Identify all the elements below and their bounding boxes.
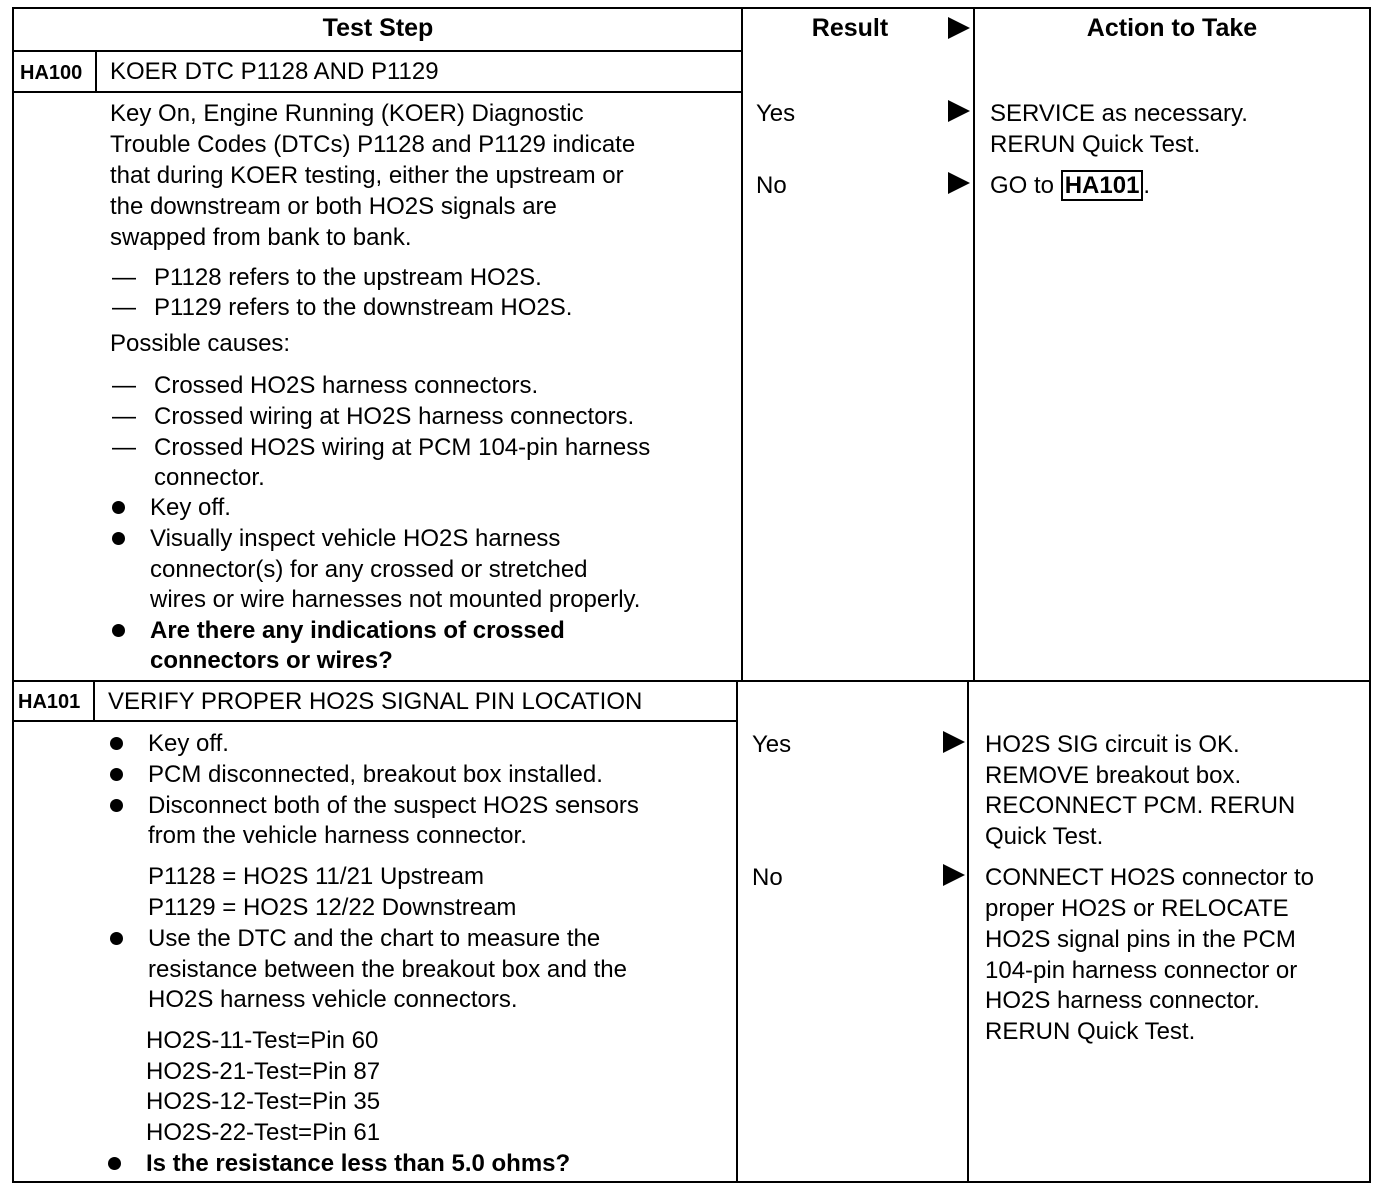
question-ha101: Is the resistance less than 5.0 ohms? (146, 1150, 571, 1177)
step-title-ha101: VERIFY PROPER HO2S SIGNAL PIN LOCATION (108, 688, 643, 715)
header-result: Result (811, 14, 889, 42)
bullet-icon (112, 532, 125, 545)
step-title-ha100: KOER DTC P1128 AND P1129 (110, 58, 439, 85)
arrow-icon (948, 172, 970, 194)
bullet-icon (110, 799, 123, 812)
arrow-icon (943, 731, 965, 753)
bullet-icon (112, 501, 125, 514)
header-action: Action to Take (1086, 14, 1258, 42)
action-yes-ha100-line1: SERVICE as necessary. (990, 100, 1248, 127)
header-arrow-icon (948, 17, 970, 39)
step-code-ha101: HA101 (18, 691, 81, 713)
causes-label: Possible causes: (110, 330, 291, 357)
result-yes-ha101: Yes (752, 731, 792, 758)
bullet-icon (110, 737, 123, 750)
bullet-icon (108, 1157, 121, 1170)
bullet-icon (110, 932, 123, 945)
action-no-ha100: GO to HA101 . (990, 172, 1151, 199)
result-yes-ha100: Yes (756, 100, 796, 127)
result-no-ha101: No (752, 864, 783, 891)
arrow-icon (948, 100, 970, 122)
result-no-ha100: No (756, 172, 787, 199)
bullet-icon (110, 768, 123, 781)
goto-ha101-link[interactable]: HA101 (1061, 170, 1144, 201)
header-test-step: Test Step (322, 14, 434, 42)
arrow-icon (943, 864, 965, 886)
bullet-icon (112, 624, 125, 637)
step-code-ha100: HA100 (20, 62, 83, 84)
action-yes-ha100-line2: RERUN Quick Test. (990, 131, 1201, 158)
